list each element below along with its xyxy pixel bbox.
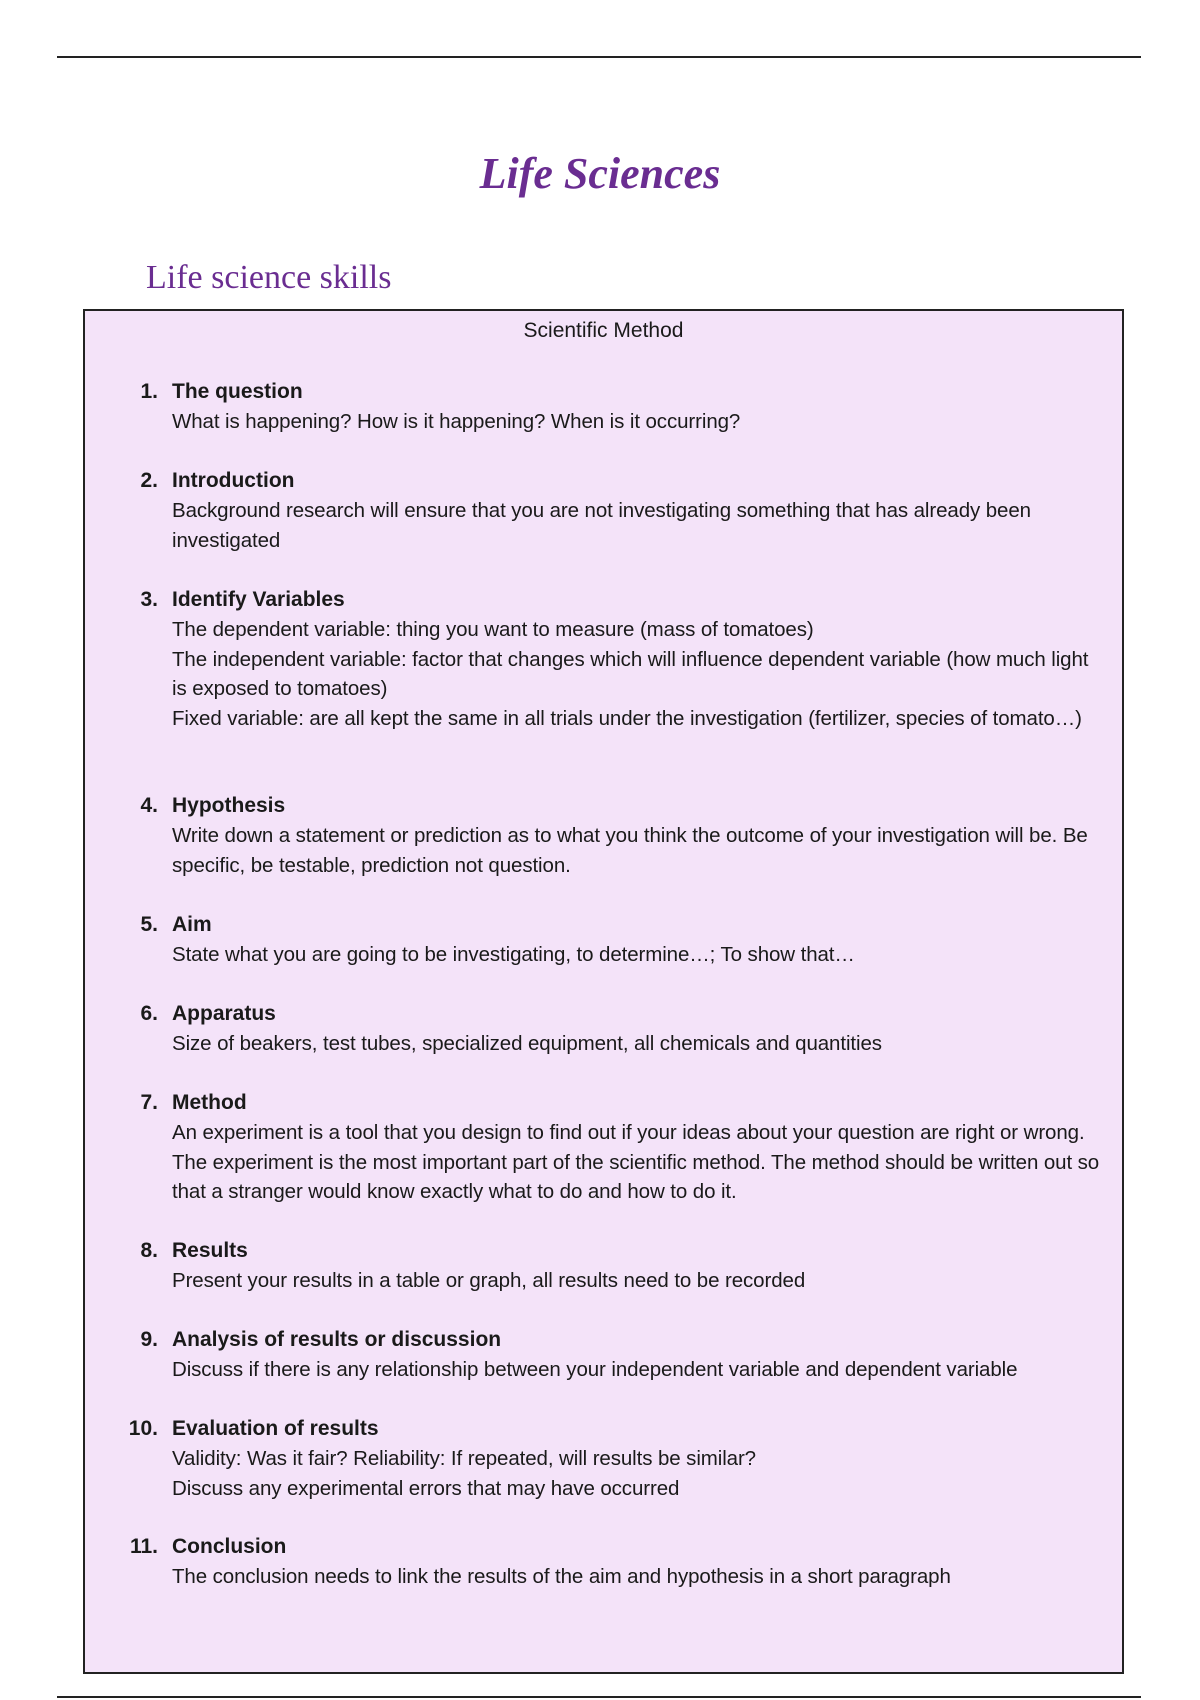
step-heading: Introduction <box>172 469 295 492</box>
section-heading: Life science skills <box>146 259 392 296</box>
top-rule <box>57 56 1141 58</box>
step-identify-variables <box>85 585 1122 733</box>
step-question <box>85 377 1122 437</box>
step-line: Write down a statement or prediction as to what you think the outcome of your investigation will be. Be specific, be testable, prediction not question. <box>172 824 1088 877</box>
step-number: 7. <box>140 1091 158 1114</box>
step-line: State what you are going to be investigating, to determine…; To show that… <box>172 943 855 966</box>
step-aim <box>85 910 1122 970</box>
step-number: 3. <box>140 588 158 611</box>
step-line: Discuss if there is any relationship between your independent variable and dependent variable <box>172 1358 1018 1381</box>
bottom-rule <box>57 1696 1141 1698</box>
scientific-method-box <box>83 309 1124 1674</box>
step-line: Size of beakers, test tubes, specialized equipment, all chemicals and quantities <box>172 1032 882 1055</box>
step-heading: Apparatus <box>172 1002 276 1025</box>
step-heading: Analysis of results or discussion <box>172 1328 502 1351</box>
page-title: Life Sciences <box>479 149 721 198</box>
step-number: 6. <box>140 1002 158 1025</box>
step-number: 10. <box>128 1417 158 1440</box>
step-number: 8. <box>140 1239 158 1262</box>
step-heading: The question <box>172 380 303 403</box>
step-heading: Conclusion <box>172 1535 287 1558</box>
box-title: Scientific Method <box>523 319 684 342</box>
step-heading: Identify Variables <box>172 588 345 611</box>
step-number: 2. <box>140 469 158 492</box>
step-number: 5. <box>140 913 158 936</box>
step-introduction <box>85 466 1122 555</box>
step-line: Background research will ensure that you are not investigating something that has already been investigated <box>172 499 1031 552</box>
step-apparatus <box>85 999 1122 1059</box>
step-heading: Aim <box>172 913 212 936</box>
step-line: The conclusion needs to link the results of the aim and hypothesis in a short paragraph <box>172 1565 951 1588</box>
step-results <box>85 1236 1122 1296</box>
step-heading: Hypothesis <box>172 794 286 817</box>
step-number: 1. <box>140 380 158 403</box>
step-line: The dependent variable: thing you want to measure (mass of tomatoes) <box>172 618 814 641</box>
step-number: 4. <box>140 794 158 817</box>
step-line: Validity: Was it fair? Reliability: If repeated, will results be similar? <box>172 1447 756 1470</box>
step-hypothesis <box>85 791 1122 880</box>
step-evaluation <box>85 1414 1122 1503</box>
step-line: The independent variable: factor that changes which will influence dependent variable (how much light is exposed to tomatoes) <box>172 647 1089 700</box>
step-heading: Method <box>172 1091 247 1114</box>
step-line: Discuss any experimental errors that may have occurred <box>172 1476 680 1500</box>
step-number: 9. <box>140 1328 158 1351</box>
step-line: An experiment is a tool that you design to find out if your ideas about your question are right or wrong. The experiment is the most important part of the scientific method. The method should be written out so that a stranger would know exactly what to do and how to do it. <box>172 1121 1100 1203</box>
step-number: 11. <box>129 1535 158 1558</box>
step-heading: Evaluation of results <box>172 1417 379 1440</box>
step-heading: Results <box>172 1239 248 1262</box>
step-method <box>85 1088 1122 1207</box>
step-analysis <box>85 1325 1122 1385</box>
step-line: Fixed variable: are all kept the same in all trials under the investigation (fertilizer, species of tomato…) <box>172 706 1082 730</box>
step-conclusion <box>85 1532 1122 1592</box>
step-line: Present your results in a table or graph, all results need to be recorded <box>172 1269 806 1292</box>
step-line: What is happening? How is it happening? When is it occurring? <box>172 410 741 433</box>
